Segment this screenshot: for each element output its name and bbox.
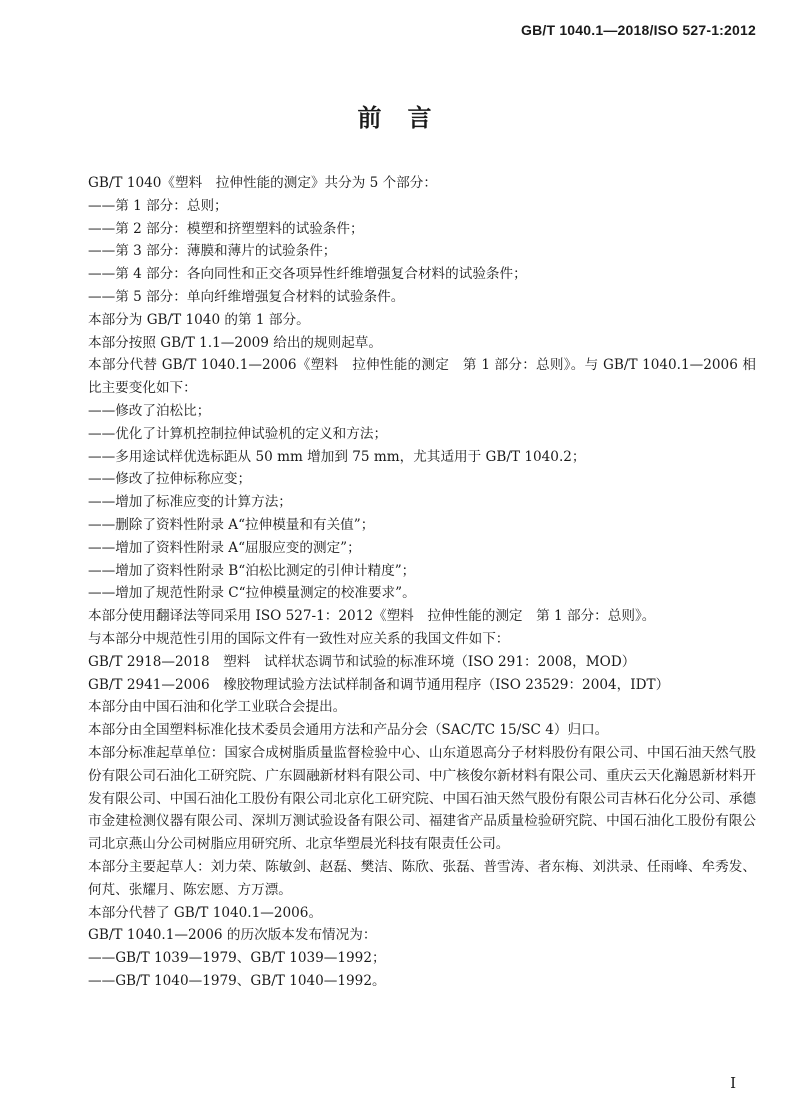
corresponding-documents-intro: 与本部分中规范性引用的国际文件有一致性对应关系的我国文件如下： (88, 630, 510, 647)
list-item-part-4: ——第 4 部分：各向同性和正交各项异性纤维增强复合材料的试验条件； (88, 266, 527, 283)
change-item: ——多用途试样优选标距从 50 mm 增加到 75 mm，尤其适用于 GB/T 1040.2； (88, 448, 586, 465)
list-item-part-1: ——第 1 部分：总则； (88, 197, 228, 214)
document-body (88, 172, 756, 993)
intro-parts-line: GB/T 1040《塑料 拉伸性能的测定》共分为 5 个部分： (88, 175, 437, 191)
history-intro: GB/T 1040.1—2006 的历次版本发布情况为： (88, 927, 377, 944)
standard-number-header: GB/T 1040.1—2018/ISO 527-1:2012 (520, 22, 756, 38)
adoption-statement: 本部分使用翻译法等同采用 ISO 527-1：2012《塑料 拉伸性能的测定 第 1 部分：总则》。 (88, 608, 656, 625)
change-item: ——优化了计算机控制拉伸试验机的定义和方法； (88, 425, 388, 442)
change-item: ——增加了资料性附录 A“屈服应变的测定”； (88, 539, 361, 556)
change-item: ——增加了规范性附录 C“拉伸模量测定的校准要求”。 (88, 585, 416, 602)
history-item: ——GB/T 1039—1979、GB/T 1039—1992； (88, 950, 386, 967)
reference-document: GB/T 2918—2018 塑料 试样状态调节和试验的标准环境（ISO 291：2008，MOD） (88, 653, 636, 670)
proposer-statement: 本部分由中国石油和化学工业联合会提出。 (88, 699, 347, 716)
change-item: ——增加了标准应变的计算方法； (88, 494, 292, 511)
change-item: ——修改了泊松比； (88, 402, 211, 419)
replacement-statement: 本部分代替 GB/T 1040.1—2006《塑料 拉伸性能的测定 第 1 部分：总则》。与 GB/T 1040.1—2006 相比主要变化如下： (88, 357, 756, 397)
page-title: 前 言 (357, 104, 433, 132)
drafting-rules: 本部分按照 GB/T 1.1—2009 给出的规则起草。 (88, 334, 382, 351)
page-number: I (730, 1074, 736, 1092)
history-item: ——GB/T 1040—1979、GB/T 1040—1992。 (88, 972, 386, 989)
supersedes-statement: 本部分代替了 GB/T 1040.1—2006。 (88, 904, 323, 921)
change-item: ——增加了资料性附录 B“泊松比测定的引伸计精度”； (88, 562, 416, 579)
drafting-organizations: 本部分标准起草单位：国家合成树脂质量监督检验中心、山东道恩高分子材料股份有限公司、中国石油天然气股份有限公司石油化工研究院、广东圆融新材料有限公司、中广核俊尔新材料有限公司、重庆云天化瀚恩新材料开发有限公司、中国石油化工股份有限公司北京化工研究院、中国石油天然气股份有限公司吉林石化分公司、承德市金建检测仪器有限公司、深圳万测试验设备有限公司、福建省产品质量检验研究院、中国石油化工股份有限公司北京燕山分公司树脂应用研究所、北京华塑晨光科技有限责任公司。 (88, 744, 756, 853)
list-item-part-5: ——第 5 部分：单向纤维增强复合材料的试验条件。 (88, 288, 405, 305)
list-item-part-3: ——第 3 部分：薄膜和薄片的试验条件； (88, 243, 337, 260)
change-item: ——删除了资料性附录 A“拉伸模量和有关值”； (88, 516, 375, 533)
change-item: ——修改了拉伸标称应变； (88, 471, 252, 488)
committee-statement: 本部分由全国塑料标准化技术委员会通用方法和产品分会（SAC/TC 15/SC 4）归口。 (88, 722, 609, 739)
drafters: 本部分主要起草人：刘力荣、陈敏剑、赵磊、樊洁、陈欣、张磊、普雪涛、者东梅、刘洪录、任雨峰、牟秀发、何芃、张耀月、陈宏愿、方万漂。 (88, 858, 756, 898)
list-item-part-2: ——第 2 部分：模塑和挤塑塑料的试验条件； (88, 220, 364, 237)
reference-document: GB/T 2941—2006 橡胶物理试验方法试样制备和调节通用程序（ISO 23529：2004，IDT） (88, 676, 670, 693)
part-statement: 本部分为 GB/T 1040 的第 1 部分。 (88, 311, 310, 328)
